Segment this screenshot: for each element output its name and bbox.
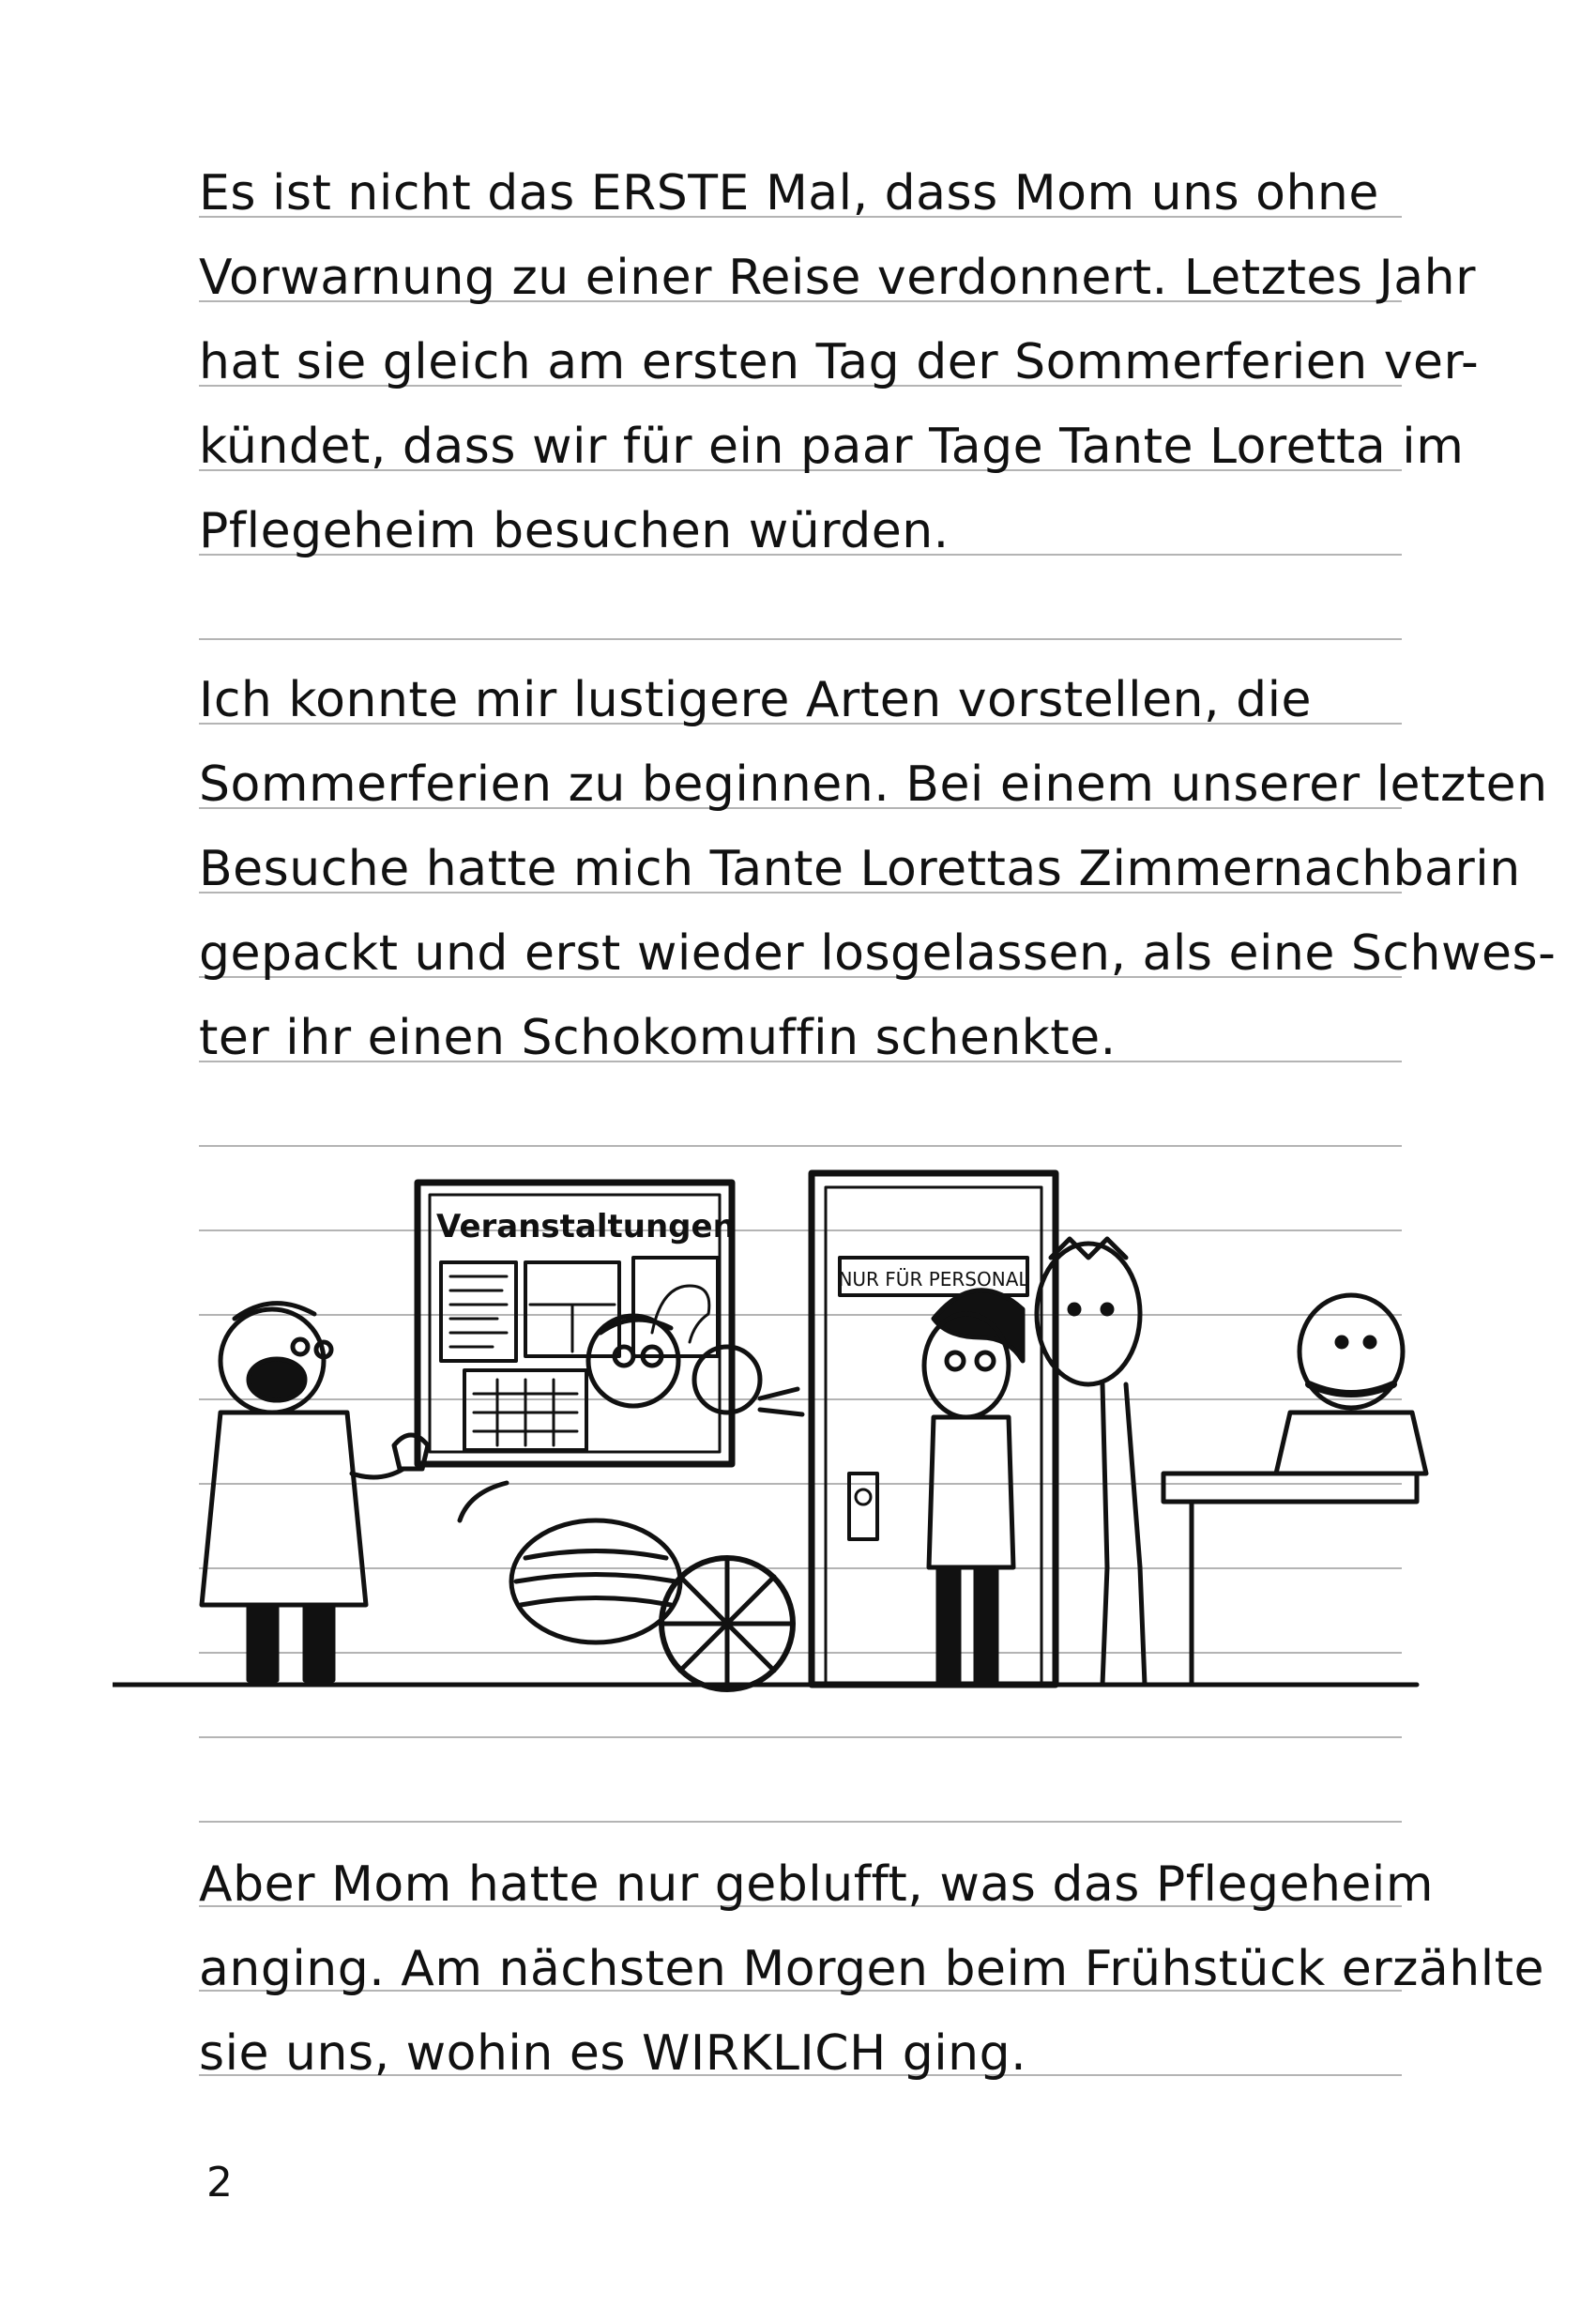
- reception-desk: [1163, 1474, 1417, 1685]
- text-line: Sommerferien zu beginnen. Bei einem unserer letzten: [199, 756, 1548, 813]
- text-line: hat sie gleich am ersten Tag der Sommerferien ver-: [199, 334, 1480, 390]
- girl-figure: [924, 1290, 1023, 1685]
- door-sign-text: NUR FÜR PERSONAL: [838, 1268, 1029, 1290]
- text-line: ter ihr einen Schokomuffin schenkte.: [199, 1010, 1117, 1066]
- page-number: 2: [206, 2159, 233, 2207]
- text-line: Vorwarnung zu einer Reise verdonnert. Letztes Jahr: [199, 250, 1476, 306]
- staff-man-figure: [1276, 1295, 1426, 1474]
- text-line: sie uns, wohin es WIRKLICH ging.: [199, 2025, 1027, 2082]
- text-line: Aber Mom hatte nur geblufft, was das Pflegeheim: [199, 1856, 1435, 1913]
- nursing-home-illustration: [113, 1164, 1445, 1727]
- bulletin-board-title: Veranstaltungen: [436, 1208, 736, 1245]
- text-line: kündet, dass wir für ein paar Tage Tante Loretta im: [199, 419, 1465, 475]
- text-line: Ich konnte mir lustigere Arten vorstellen, die: [199, 672, 1313, 728]
- text-line: Es ist nicht das ERSTE Mal, dass Mom uns ohne: [199, 165, 1379, 221]
- text-line: anging. Am nächsten Morgen beim Frühstück erzählte: [199, 1941, 1545, 1997]
- text-line: gepackt und erst wieder losgelassen, als eine Schwes-: [199, 925, 1557, 982]
- text-line: Pflegeheim besuchen würden.: [199, 503, 950, 559]
- text-line: Besuche hatte mich Tante Lorettas Zimmernachbarin: [199, 841, 1521, 897]
- nurse-figure: [202, 1304, 428, 1680]
